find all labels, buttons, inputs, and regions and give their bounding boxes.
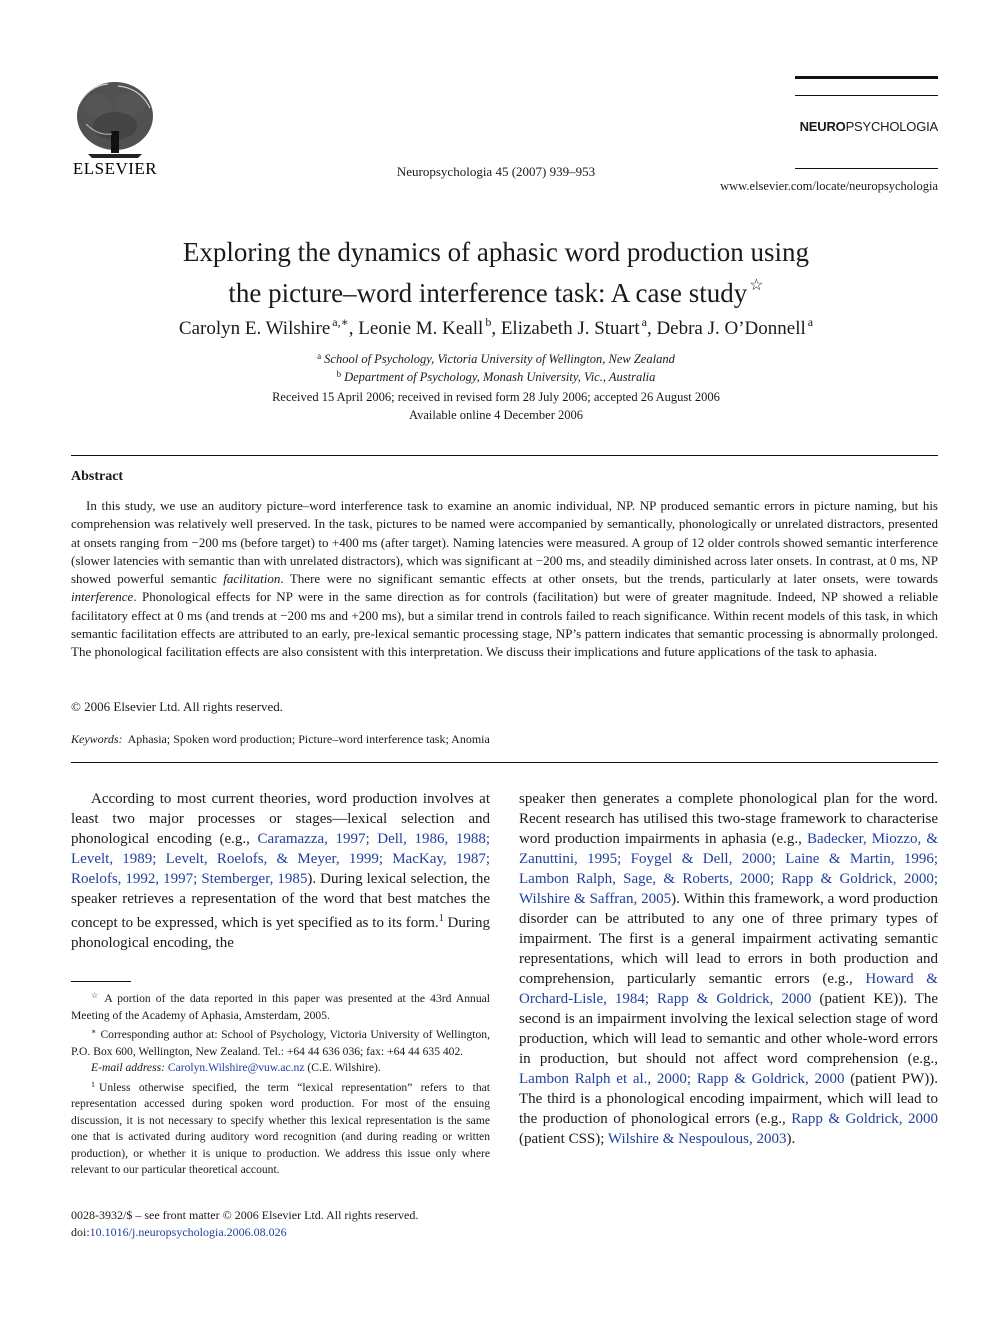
body-text: ). (786, 1131, 796, 1147)
issn-line: 0028-3932/$ – see front matter © 2006 Elsevier Ltd. All rights reserved. (71, 1208, 419, 1222)
abstract-paragraph (71, 497, 938, 662)
author-separator: , (348, 318, 359, 339)
body-paragraph (519, 789, 938, 1149)
footnote-mark: ☆ (91, 991, 101, 1000)
body-text: speaker then generates a complete phonological plan for the word. Recent research has utilised this two-stage framework to characterise word production impairments in aphasia (e.g., (519, 791, 938, 847)
citation-link[interactable]: Wilshire & Nespoulous, 2003 (607, 1131, 787, 1147)
journal-name-bold: NEURO (799, 119, 846, 134)
footnote-rule (71, 981, 131, 982)
author-affiliation-mark[interactable]: a (641, 315, 647, 329)
body-column-left (71, 789, 490, 953)
keywords (71, 732, 490, 747)
author-separator: , (646, 318, 657, 339)
abstract-emphasis: facilitation (223, 571, 281, 587)
citation-link[interactable]: Rapp & Goldrick, 2000 (791, 1111, 938, 1127)
received-dates: Received 15 April 2006; received in revised form 28 July 2006; accepted 26 August 2006 (272, 390, 720, 404)
affiliation-b-text: Department of Psychology, Monash University, Vic., Australia (344, 370, 656, 384)
keywords-list: Aphasia; Spoken word production; Picture–word interference task; Anomia (127, 732, 490, 746)
footnote (71, 1077, 490, 1179)
citation-link[interactable]: Howard & Orchard-Lisle, 1984; Rapp & Goldrick, 2000 (519, 971, 938, 1007)
author-affiliation-mark[interactable]: a (807, 315, 814, 329)
abstract-text: In this study, we use an auditory picture–word interference task to examine an anomic individual, NP. NP produced semantic errors in picture naming, but his comprehension was relatively well preserved. In the task, pictures to be named were accompanied by semantically, phonologically or unrelated distractors, presented at onsets ranging from −200 ms (before target) to +400 ms (after target). Naming latencies were measured. A group of 12 older controls showed semantic interference (slower latencies with semantic than with unrelated distractors), which was significant at −200 ms, and steadily diminished across later onsets. In contrast, at 0 ms, NP showed powerful semantic (71, 498, 938, 587)
footnote-text: A portion of the data reported in this paper was presented at the 43rd Annual Meeting of the Academy of Aphasia, Amsterdam, 2005. (71, 992, 490, 1022)
available-date: Available online 4 December 2006 (408, 408, 583, 422)
title-footnote-mark[interactable]: ☆ (749, 277, 764, 294)
affiliation-a-text: School of Psychology, Victoria University of Wellington, New Zealand (324, 352, 675, 366)
body-text: ). Within this framework, a word production disorder can be attributed to any one of three primary types of impairment. The first is a general impairment activating semantic representations, which will lead to errors in both production and comprehension, particularly semantic errors (e.g., (519, 891, 939, 987)
affiliation-a (0, 351, 992, 367)
abstract-heading: Abstract (71, 469, 124, 484)
doi-label: doi: (71, 1225, 90, 1239)
citation-link[interactable]: Caramazza, 1997; Dell, 1986, 1988; Levelt, 1989; Levelt, Roelofs, & Meyer, 1999; MacKay, 1987; Roelofs, 1992, 1997; Stemberger, 1985 (71, 831, 490, 887)
affiliation-b-mark: b (336, 369, 342, 379)
author-separator: , (491, 318, 501, 339)
title-line-1: Exploring the dynamics of aphasic word production using (182, 237, 810, 267)
doi-line (71, 1225, 287, 1240)
publisher-wordmark: ELSEVIER (72, 159, 158, 176)
footnote-mark: 1 (91, 1079, 95, 1089)
abstract-text: . There were no significant semantic effects at other onsets, but the trends, particularly at later onsets, were towards (280, 571, 938, 587)
citation-link[interactable]: Badecker, Miozzo, & Zanuttini, 1995; Foygel & Dell, 2000; Laine & Martin, 1996; Lambon Ralph, Sage, & Roberts, 2000; Rapp & Goldrick, 2000; Wilshire & Saffran, 2005 (519, 831, 938, 907)
footnotes (71, 988, 490, 1179)
footnote-text: Corresponding author at: School of Psychology, Victoria University of Wellington, P.O. Box 600, Wellington, New Zealand. Tel.: +64 44 636 036; fax: +64 44 635 402. (71, 1028, 490, 1058)
body-text: During phonological encoding, the (71, 915, 490, 951)
author-list (0, 315, 992, 340)
affiliation-b (0, 369, 992, 385)
footnote-ref[interactable]: 1 (438, 913, 444, 924)
author-name: Leonie M. Keall (358, 318, 484, 339)
title-line-2: the picture–word interference task: A case study (228, 278, 748, 308)
elsevier-tree-logo (68, 76, 162, 176)
journal-name-rest: PSYCHOLOGIA (845, 119, 938, 134)
abstract-body (71, 497, 938, 662)
journal-rule-bottom (795, 168, 938, 169)
abstract-text: . Phonological effects for NP were in the same direction as for controls (facilitation) but were of greater magnitude. Indeed, NP showed a reliable facilitatory effect at 0 ms (and trends at −200 ms and +200 ms), but a similar trend in controls failed to reach significance. Within recent models of this task, in which semantic facilitation effects are attributed to an early, pre-lexical semantic processing stage, NP’s pattern indicates that semantic processing is abnormally prolonged. The phonological facilitation effects are also consistent with this interpretation. We discuss their implications and future applications of the task to aphasia. (71, 589, 938, 660)
journal-name (795, 119, 938, 134)
body-text: (patient PW)). The third is a phonological encoding impairment, which will lead to the production of phonological errors (e.g., (519, 1071, 938, 1127)
footnote-text: Unless otherwise specified, the term “lexical representation” refers to that representation accessed during spoken word production. For most of the ensuing discussion, it is not necessary to specify whether this lexical representation is the same one that is activated during auditory word recognition (and during reading or written production), or whether it is unique to production. We address this issue only where relevant to our particular theoretical account. (71, 1080, 490, 1176)
abstract-bottom-rule (71, 762, 938, 763)
citation-link[interactable]: Lambon Ralph et al., 2000; Rapp & Goldrick, 2000 (519, 1071, 845, 1087)
author-name: Debra J. O’Donnell (656, 318, 806, 339)
journal-rule-mid (795, 95, 938, 96)
journal-rule-top (795, 76, 938, 79)
body-text: According to most current theories, word production involves at least two major processes or stages—lexical selection and phonological encoding (e.g., (71, 791, 490, 847)
abstract-emphasis: interference (71, 589, 134, 605)
doi-link[interactable]: 10.1016/j.neuropsychologia.2006.08.026 (89, 1225, 287, 1239)
footnote-text: (C.E. Wilshire). (304, 1061, 381, 1074)
keywords-label: Keywords: (71, 732, 123, 746)
author-name: Carolyn E. Wilshire (178, 318, 331, 339)
footnote-mark: ∗ (91, 1027, 97, 1036)
journal-url[interactable]: www.elsevier.com/locate/neuropsychologia (720, 179, 938, 193)
author-affiliation-mark[interactable]: a,∗ (332, 315, 349, 329)
citation-link[interactable]: Carolyn.Wilshire@vuw.ac.nz (167, 1061, 305, 1074)
author-affiliation-mark[interactable]: b (485, 315, 492, 329)
body-column-right (519, 789, 938, 1149)
body-text: (patient CSS); (519, 1131, 608, 1147)
author-name: Elizabeth J. Stuart (500, 318, 640, 339)
footnote (71, 1060, 490, 1077)
abstract-top-rule (71, 455, 938, 456)
footnote-emphasis: E-mail address: (91, 1061, 168, 1074)
affiliation-a-mark: a (317, 351, 322, 361)
body-paragraph (71, 789, 490, 953)
journal-citation: Neuropsychologia 45 (2007) 939–953 (396, 164, 596, 179)
footnote (71, 988, 490, 1024)
footnote (71, 1024, 490, 1060)
body-text: (patient KE)). The second is an impairment involving the lexical selection stage of word production, which will lead to semantic and other whole-word errors in production, but should not affect word comprehension (e.g., (519, 991, 938, 1067)
article-title (0, 236, 992, 310)
abstract-copyright: © 2006 Elsevier Ltd. All rights reserved. (71, 699, 284, 714)
body-text: ). During lexical selection, the speaker retrieves a representation of the word that best matches the concept to be expressed, which is yet specified as to its form. (71, 871, 490, 931)
